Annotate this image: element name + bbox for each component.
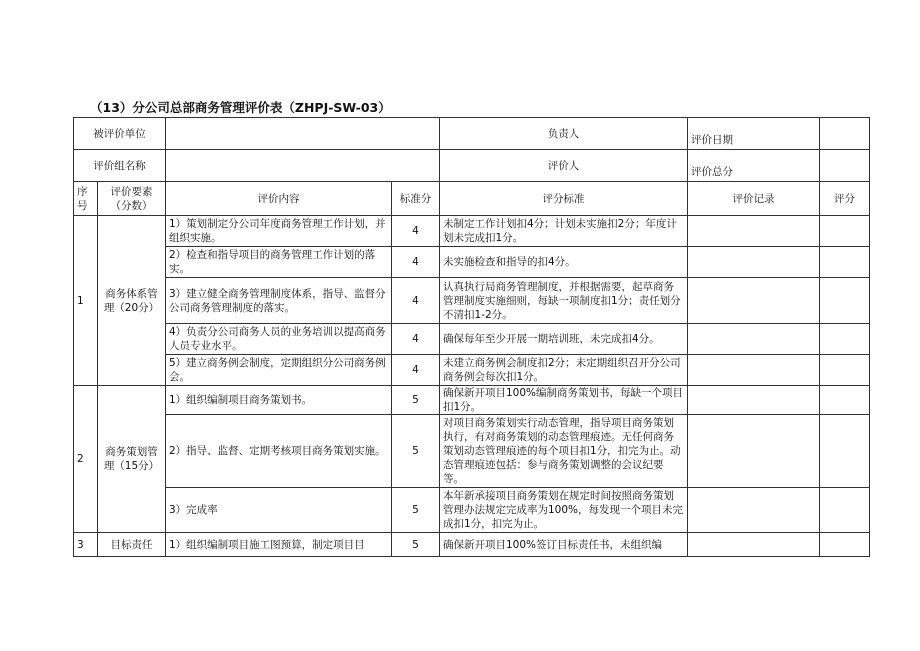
header-row-1 [74,118,870,150]
col-element: 评价要素（分数） [98,182,166,216]
item-content: 2）检查和指导项目的商务管理工作计划的落实。 [166,247,392,278]
item-criteria: 对项目商务策划实行动态管理，指导项目商务策划执行，有对商务策划的动态管理痕迹。无任何商务策划动态管理痕迹的每个项目扣1分，扣完为止。动态管理痕迹包括：参与商务策划调整的会议纪要等。 [440,415,688,488]
table-row [74,216,870,247]
item-content: 4）负责分公司商务人员的业务培训以提高商务人员专业水平。 [166,324,392,355]
table-row [74,278,870,324]
group-element: 目标责任 [98,533,166,557]
evaluator-label: 评价人 [440,150,688,182]
table-row [74,355,870,386]
date-value[interactable] [820,118,870,150]
col-content: 评价内容 [166,182,392,216]
item-record[interactable] [688,247,820,278]
item-score[interactable] [820,488,870,533]
item-record[interactable] [688,216,820,247]
item-score[interactable] [820,324,870,355]
table-row [74,324,870,355]
item-record[interactable] [688,355,820,386]
group-no: 3 [74,533,98,557]
item-criteria: 未制定工作计划扣4分；计划未实施扣2分；年度计划未完成扣1分。 [440,216,688,247]
evaluation-table [73,117,870,557]
group-label: 评价组名称 [74,150,166,182]
item-content: 3）建立健全商务管理制度体系，指导、监督分公司商务管理制度的落实。 [166,278,392,324]
col-record: 评价记录 [688,182,820,216]
col-no: 序号 [74,182,98,216]
item-standard: 5 [392,415,440,488]
total-label: 评价总分 [688,150,820,182]
item-criteria: 未实施检查和指导的扣4分。 [440,247,688,278]
table-row [74,386,870,415]
item-score[interactable] [820,247,870,278]
unit-label: 被评价单位 [74,118,166,150]
owner-label: 负责人 [440,118,688,150]
item-content: 1）策划制定分公司年度商务管理工作计划，并组织实施。 [166,216,392,247]
item-criteria: 确保每年至少开展一期培训班，未完成扣4分。 [440,324,688,355]
item-record[interactable] [688,488,820,533]
item-standard: 4 [392,278,440,324]
table-row [74,533,870,557]
item-criteria: 确保新开项目100%编制商务策划书，每缺一个项目扣1分。 [440,386,688,415]
item-standard: 4 [392,247,440,278]
date-label: 评价日期 [688,118,820,150]
table-row [74,415,870,488]
item-standard: 4 [392,324,440,355]
group-element: 商务策划管理（15分） [98,386,166,533]
item-score[interactable] [820,415,870,488]
group-element: 商务体系管理（20分） [98,216,166,386]
col-score: 评分 [820,182,870,216]
group-no: 1 [74,216,98,386]
item-standard: 5 [392,488,440,533]
col-standard-score: 标准分 [392,182,440,216]
page-title: （13）分公司总部商务管理评价表（ZHPJ-SW-03） [90,100,391,115]
group-no: 2 [74,386,98,533]
item-criteria: 本年新承接项目商务策划在规定时间按照商务策划管理办法规定完成率为100%，每发现一个项目未完成扣1分，扣完为止。 [440,488,688,533]
item-content: 1）组织编制项目施工图预算，制定项目目 [166,533,392,557]
item-content: 1）组织编制项目商务策划书。 [166,386,392,415]
item-content: 5）建立商务例会制度，定期组织分公司商务例会。 [166,355,392,386]
header-row-2 [74,150,870,182]
item-record[interactable] [688,324,820,355]
group-value[interactable] [166,150,440,182]
item-score[interactable] [820,386,870,415]
item-standard: 4 [392,355,440,386]
col-criteria: 评分标准 [440,182,688,216]
item-criteria: 认真执行局商务管理制度，并根据需要，起草商务管理制度实施细则，每缺一项制度扣1分；责任划分不清扣1-2分。 [440,278,688,324]
item-standard: 4 [392,216,440,247]
item-criteria: 确保新开项目100%签订目标责任书，未组织编 [440,533,688,557]
item-record[interactable] [688,386,820,415]
item-criteria: 未建立商务例会制度扣2分；未定期组织召开分公司商务例会每次扣1分。 [440,355,688,386]
item-content: 2）指导、监督、定期考核项目商务策划实施。 [166,415,392,488]
item-standard: 5 [392,386,440,415]
item-record[interactable] [688,415,820,488]
item-score[interactable] [820,278,870,324]
item-standard: 5 [392,533,440,557]
table-row [74,247,870,278]
table-row [74,488,870,533]
item-score[interactable] [820,216,870,247]
item-record[interactable] [688,278,820,324]
item-score[interactable] [820,355,870,386]
item-content: 3）完成率 [166,488,392,533]
total-value[interactable] [820,150,870,182]
unit-value[interactable] [166,118,440,150]
column-header-row [74,182,870,216]
item-score[interactable] [820,533,870,557]
item-record[interactable] [688,533,820,557]
